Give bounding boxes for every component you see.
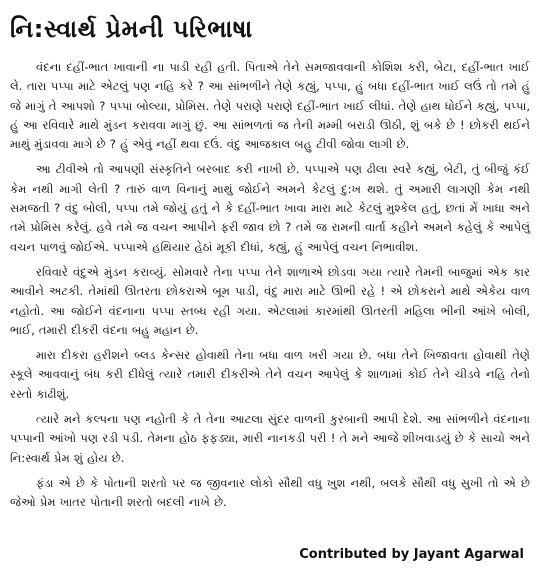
article-paragraph: ત્યારે મને કલ્પના પણ નહોતી કે તે તેના આટલા સુંદર વાળની કુરબાની આપી દેશે. આ સાંભળીને વંદનાના પપ્પાની આંખો પણ રડી પડી. તેમના હોઠ ફફડ્યા, મારી નાનકડી પરી ! તે મને આજે શીખવાડયું છે કે સાચો અને નિ:સ્વાર્થ પ્રેમ શું હોય છે. (10, 412, 530, 465)
article-body (10, 58, 530, 519)
article-paragraph: મારા દીકરા હરીશને બ્લડ કેન્સર હોવાથી તેના બધા વાળ ખરી ગયા છે. બધા તેને ખિજાવતા હોવાથી તેણે સ્કૂલે આવવાનું બંધ કરી દીધેલું ત્યારે તમારી દીકરીએ તેને વચન આપેલું કે શાળામાં કોઈ તેને ચીડવે નહિ તેનો રસ્તો કાઢીશું. (10, 348, 530, 401)
article-paragraph: વંદના દહીં-ભાત ખાવાની ના પાડી રહી હતી. પિતાએ તેને સમજાવવાની કોશિશ કરી, બેટા, દહીં-ભાત ખાઈ લે. તારા પપ્પા માટે એટલું પણ નહિ કરે ? આ સાંભળીને તેણે કહ્યું, પપ્પા, હું બધા દહીં-ભાત ખાઈ લઉં તો તમે હું જે માગું તે આપશો ? પપ્પા બોલ્યા, પ્રોમિસ. તેણે પરાણે પરાણે દહીં-ભાત ખાઈ લીધાં. તેણે હાથ ધોઈને કહ્યું, પપ્પા, હું આ રવિવારે માથે મુંડન કરાવવા માગું છું. આ સાંભળતાં જ તેની મમ્મી બરાડી ઊઠી, શું બકે છે ! છોકરી થઈને માથું મુંડાવવા માગે છે ? હું એવું નહીં થવા દઉં. વંદુ આજકાલ બહુ ટીવી જોવા લાગી છે. (10, 60, 530, 152)
contributor-credit: Contributed by Jayant Agarwal (299, 547, 524, 562)
article-paragraph: રવિવારે વંદુએ મુંડન કરાવ્યું. સોમવારે તેના પપ્પા તેને શાળાએ છોડવા ગયા ત્યારે તેમની બાજુમાં એક કાર આવીને અટકી. તેમાંથી ઊતરતા છોકરાએ બૂમ પાડી, વંદુ મારા માટે ઊભી રહે ! એ છોકરાને માથે એકેય વાળ નહોતો. આ જોઈને વંદનાના પપ્પા સ્તબ્ધ રહી ગયા. એટલામાં કારમાંથી ઊતરતી મહિલા ભીની આંખે બોલી, ભાઈ, તમારી દીકરી વંદના બહુ મહાન છે. (10, 264, 530, 337)
article-title: નિ:સ્વાર્થ પ્રેમની પરિભાષા (10, 15, 253, 43)
article-paragraph: ફંડા એ છે કે પોતાની શરતો પર જ જીવનાર લોકો સૌથી વધુ ખુશ નથી, બલકે સૌથી વધુ સુખી તો એ છે જેઓ પ્રેમ ખાતર પોતાની શરતો બદલી નાખે છે. (10, 475, 530, 510)
article-paragraph: આ ટીવીએ તો આપણી સંસ્કૃતિને બરબાદ કરી નાખી છે. પપ્પાએ પણ ઢીલા સ્વરે કહ્યું, બેટી, તું બીજું કંઈ કેમ નથી માગી લેતી ? તારું વાળ વિનાનું માથું જોઈને અમને કેટલું દુ:ખ થશે. તું અમારી લાગણી કેમ નથી સમજતી ? વંદુ બોલી, પપ્પા તમે જોયું હતું ને કે દહીં-ભાત ખાવા મારા માટે કેટલું મુશ્કેલ હતું, છતાં મેં ખાધા અને તમે પ્રોમિસ કરેલું. હવે તમે જ વચન આપીને ફરી જાવ છો ? તમે જ રામની વાર્તા કહીને અમને કહેલું કે આપેલું વચન પાળવું જોઈએ. પપ્પાએ હથિયાર હેઠાં મૂકી દીધાં, કહ્યું, હું આપેલું વચન નિભાવીશ. (10, 162, 530, 254)
